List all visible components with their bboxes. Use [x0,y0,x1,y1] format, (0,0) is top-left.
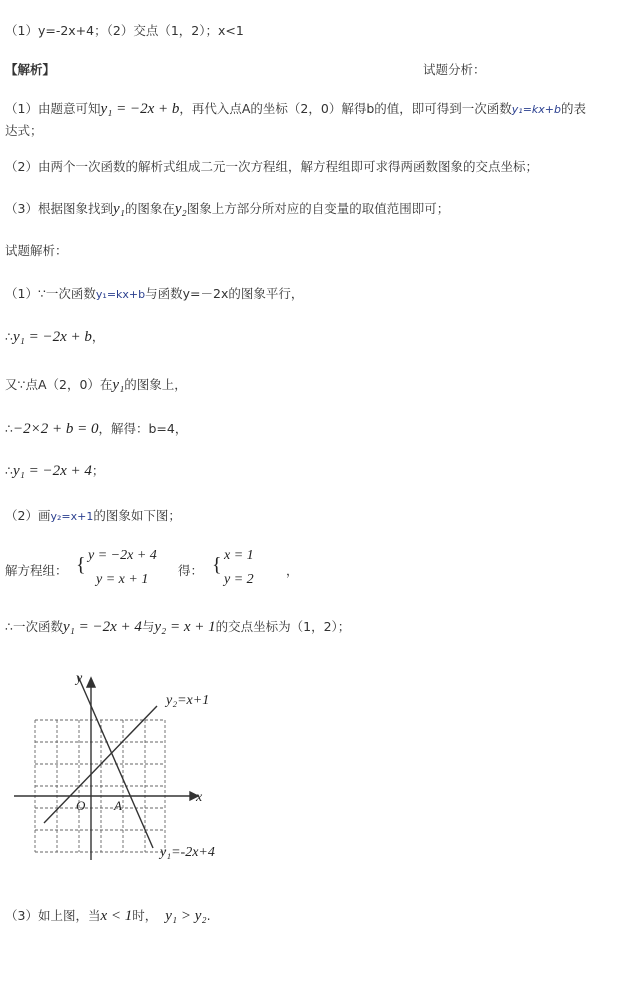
comma: ， [286,563,299,578]
equation: y₁ = −2x + 4 [12,463,92,479]
text: 与 [141,619,155,634]
text: 的表 [561,101,587,116]
y-axis-arrow [87,678,95,687]
solution-line-4 [5,420,187,438]
analysis-step-1 [5,100,586,119]
solution-line-7 [5,618,350,636]
text: （1）由题意可知 [5,101,101,116]
equation-1: y₁ = −2x + 4 [62,619,142,635]
text: ∴ [5,421,13,436]
text: 时， [132,908,158,923]
text: 的图象如下图； [93,508,181,523]
solution-line-2 [5,328,104,346]
analysis-step-1-cont: 达式； [5,123,43,138]
origin-label: O [76,798,86,813]
function-expression: y₁=kx+b [95,288,146,301]
line-y2 [44,706,157,823]
analysis-subheading: 试题分析： [423,62,486,77]
result-eq-2: y = 2 [224,572,254,587]
text: （1）∵一次函数 [5,286,96,301]
equation: −2×2 + b = 0 [12,421,99,437]
answer-line: （1）y=-2x+4；（2）交点（1，2）；x<1 [5,23,244,38]
text: 的图象上， [124,377,187,392]
point-a-label: A [114,798,122,813]
solution-line-8 [5,907,211,925]
text: . [206,908,211,923]
system-label: 解方程组： [5,563,68,578]
text: ，再代入点A的坐标（2，0）解得b的值，即可得到一次函数 [179,101,512,116]
text: 的图象在 [124,201,175,216]
system-eq-1: y = −2x + 4 [88,548,157,563]
text: ， [91,329,105,344]
text: 与函数y=－2x的图象平行， [145,286,304,301]
text: ∴ [5,463,13,478]
solution-line-6 [5,507,181,526]
result-label: 得： [178,563,204,578]
line-y1-label: y₁=-2x+4 [160,845,215,860]
function-expression: y₂=x+1 [50,510,94,523]
solution-line-5 [5,462,104,480]
text: 图象上方部分所对应的自变量的取值范围即可； [186,201,450,216]
text: （3）根据图象找到 [5,201,113,216]
line-y2-label: y₂=x+1 [166,693,210,708]
solution-heading: 试题解析： [5,243,68,258]
function-expression: y₁=kx+b [511,103,561,116]
equation: y₁ = −2x + b [12,329,92,345]
var-y1: y₁ [112,201,125,217]
result: y₁ > y₂ [165,908,207,924]
text: （3）如上图，当 [5,908,101,923]
x-axis-label: x [196,790,203,805]
text: ∴一次函数 [5,619,63,634]
text: 又∵点A（2，0）在 [5,377,113,392]
left-brace: { [76,554,86,576]
result-eq-1: x = 1 [224,548,254,563]
y-axis-label: y [76,671,83,686]
text: ，解得：b=4， [98,421,188,436]
system-eq-2: y = x + 1 [96,572,149,587]
var-y1: y₁ [112,377,125,393]
text: ∴ [5,329,13,344]
analysis-heading: 【解析】 [5,62,56,77]
analysis-step-2: （2）由两个一次函数的解析式组成二元一次方程组，解方程组即可求得两函数图象的交点坐标； [5,159,538,174]
solution-line-3 [5,376,187,394]
solution-line-1 [5,285,303,304]
text: ； [91,463,105,478]
function-graph [0,660,260,865]
analysis-step-3 [5,200,449,218]
text: 的交点坐标为（1，2）； [215,619,351,634]
left-brace: { [212,554,222,576]
equation: y₁ = −2x + b [100,101,180,117]
line-y1 [78,676,153,848]
condition: x < 1 [100,908,133,924]
var-y2: y₂ [174,201,187,217]
text: （2）画 [5,508,51,523]
equation-2: y₂ = x + 1 [154,619,216,635]
